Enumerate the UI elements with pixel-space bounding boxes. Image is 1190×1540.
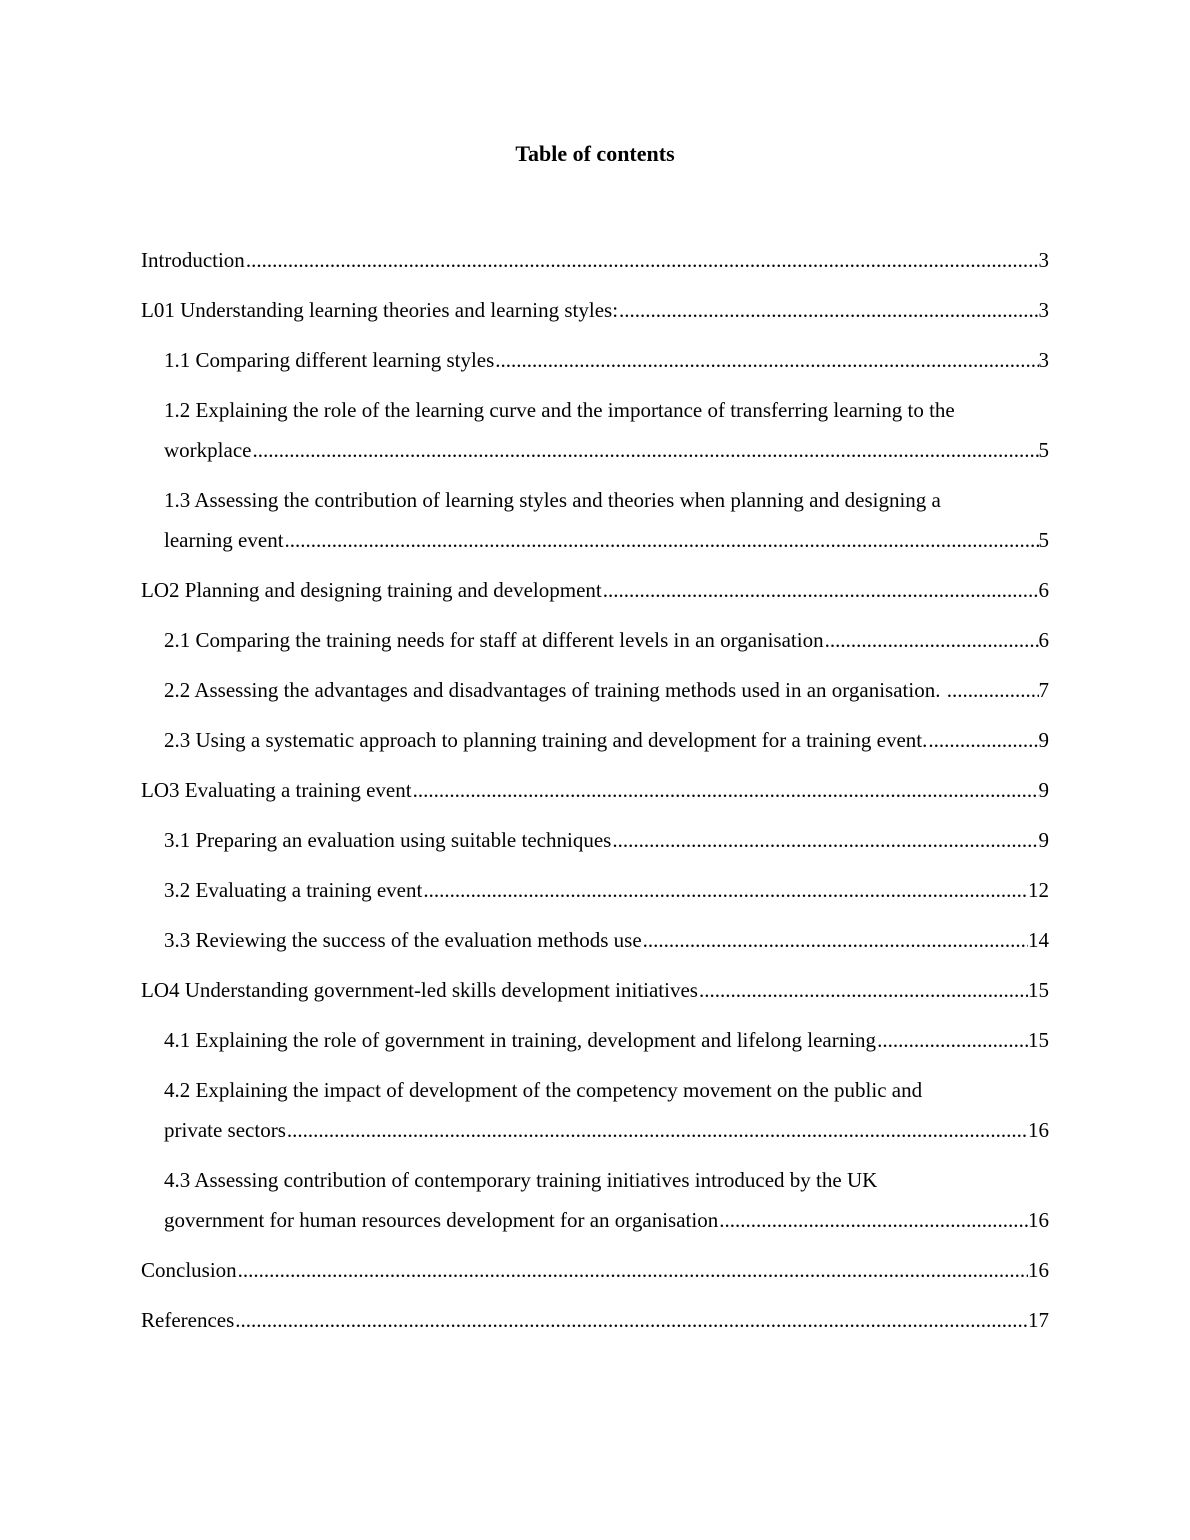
dot-leader bbox=[413, 770, 1039, 810]
toc-entry-3-2[interactable] bbox=[141, 870, 1049, 910]
dot-leader bbox=[947, 670, 1039, 710]
toc-entry-text-line1: 4.3 Assessing contribution of contemporary training initiatives introduced by the UK bbox=[164, 1168, 878, 1192]
toc-entry-lo3[interactable] bbox=[141, 770, 1049, 810]
toc-page-number: 5 bbox=[1038, 528, 1049, 552]
toc-entry-text: 2.3 Using a systematic approach to planning training and development for a training event. bbox=[164, 728, 928, 752]
toc-entry-1-1[interactable] bbox=[141, 340, 1049, 380]
dot-leader bbox=[643, 920, 1028, 960]
toc-page-number: 16 bbox=[1028, 1118, 1049, 1142]
toc-entry-1-3[interactable] bbox=[141, 480, 1049, 560]
toc-entry-text: 1.1 Comparing different learning styles bbox=[164, 348, 495, 372]
toc-page-number: 15 bbox=[1028, 978, 1049, 1002]
toc-entry-2-3[interactable] bbox=[141, 720, 1049, 760]
dot-leader bbox=[495, 340, 1038, 380]
toc-entry-2-2[interactable] bbox=[141, 670, 1049, 710]
toc-entry-lo2[interactable] bbox=[141, 570, 1049, 610]
toc-entry-text: 2.1 Comparing the training needs for staff at different levels in an organisation bbox=[164, 628, 824, 652]
dot-leader bbox=[246, 240, 1039, 280]
toc-entry-text: References bbox=[141, 1308, 235, 1332]
toc-page-number: 5 bbox=[1038, 438, 1049, 462]
toc-entry-text-line2: private sectors bbox=[164, 1118, 286, 1142]
toc-entry-text: L01 Understanding learning theories and learning styles: bbox=[141, 298, 619, 322]
toc-page-number: 16 bbox=[1028, 1208, 1049, 1232]
toc-entry-conclusion[interactable] bbox=[141, 1250, 1049, 1290]
toc-entry-text: LO2 Planning and designing training and development bbox=[141, 578, 602, 602]
toc-entry-2-1[interactable] bbox=[141, 620, 1049, 660]
toc-entry-text: 3.1 Preparing an evaluation using suitable techniques bbox=[164, 828, 612, 852]
toc-entry-introduction[interactable] bbox=[141, 240, 1049, 280]
toc-page-number: 9 bbox=[1038, 828, 1049, 852]
toc-entry-text: Conclusion bbox=[141, 1258, 237, 1282]
toc-page-number: 6 bbox=[1038, 628, 1049, 652]
toc-title: Table of contents bbox=[515, 141, 675, 166]
toc-entry-text: LO3 Evaluating a training event bbox=[141, 778, 412, 802]
dot-leader bbox=[877, 1020, 1028, 1060]
toc-entry-references[interactable] bbox=[141, 1300, 1049, 1340]
toc-page-number: 9 bbox=[1038, 778, 1049, 802]
toc-entry-4-2[interactable] bbox=[141, 1070, 1049, 1150]
toc-page-number: 3 bbox=[1038, 348, 1049, 372]
toc-entry-text: 3.3 Reviewing the success of the evaluation methods use bbox=[164, 928, 642, 952]
dot-leader bbox=[603, 570, 1039, 610]
toc-list bbox=[141, 240, 1049, 1350]
toc-entry-4-1[interactable] bbox=[141, 1020, 1049, 1060]
toc-entry-3-1[interactable] bbox=[141, 820, 1049, 860]
toc-page-number: 16 bbox=[1028, 1258, 1049, 1282]
toc-page-number: 7 bbox=[1038, 678, 1049, 702]
toc-entry-text-line2: government for human resources development for an organisation bbox=[164, 1208, 719, 1232]
dot-leader bbox=[719, 1200, 1028, 1240]
toc-entry-text: 2.2 Assessing the advantages and disadvantages of training methods used in an organisation. bbox=[164, 678, 946, 702]
dot-leader bbox=[612, 820, 1038, 860]
dot-leader bbox=[238, 1250, 1028, 1290]
toc-page-number: 3 bbox=[1038, 298, 1049, 322]
dot-leader bbox=[285, 520, 1039, 560]
toc-page-number: 14 bbox=[1028, 928, 1049, 952]
dot-leader bbox=[252, 430, 1038, 470]
toc-page-number: 9 bbox=[1038, 728, 1049, 752]
dot-leader bbox=[699, 970, 1028, 1010]
toc-page-number: 17 bbox=[1028, 1308, 1049, 1332]
toc-page-number: 12 bbox=[1028, 878, 1049, 902]
dot-leader bbox=[619, 290, 1038, 330]
toc-entry-text: 4.1 Explaining the role of government in training, development and lifelong learning bbox=[164, 1028, 877, 1052]
toc-entry-text-line2: learning event bbox=[164, 528, 284, 552]
toc-entry-1-2[interactable] bbox=[141, 390, 1049, 470]
toc-entry-text-line1: 1.2 Explaining the role of the learning curve and the importance of transferring learning to the bbox=[164, 398, 955, 422]
dot-leader bbox=[928, 720, 1038, 760]
toc-entry-text-line2: workplace bbox=[164, 438, 252, 462]
toc-entry-4-3[interactable] bbox=[141, 1160, 1049, 1240]
toc-entry-lo4[interactable] bbox=[141, 970, 1049, 1010]
toc-entry-text: Introduction bbox=[141, 248, 245, 272]
dot-leader bbox=[423, 870, 1028, 910]
toc-entry-3-3[interactable] bbox=[141, 920, 1049, 960]
toc-page-number: 3 bbox=[1038, 248, 1049, 272]
dot-leader bbox=[825, 620, 1039, 660]
toc-page-number: 15 bbox=[1028, 1028, 1049, 1052]
toc-entry-lo1[interactable] bbox=[141, 290, 1049, 330]
dot-leader bbox=[235, 1300, 1028, 1340]
toc-entry-text-line1: 4.2 Explaining the impact of development of the competency movement on the public and bbox=[164, 1078, 923, 1102]
dot-leader bbox=[287, 1110, 1028, 1150]
toc-entry-text: LO4 Understanding government-led skills development initiatives bbox=[141, 978, 698, 1002]
toc-entry-text-line1: 1.3 Assessing the contribution of learning styles and theories when planning and designing a bbox=[164, 488, 941, 512]
toc-page-number: 6 bbox=[1038, 578, 1049, 602]
toc-entry-text: 3.2 Evaluating a training event bbox=[164, 878, 423, 902]
